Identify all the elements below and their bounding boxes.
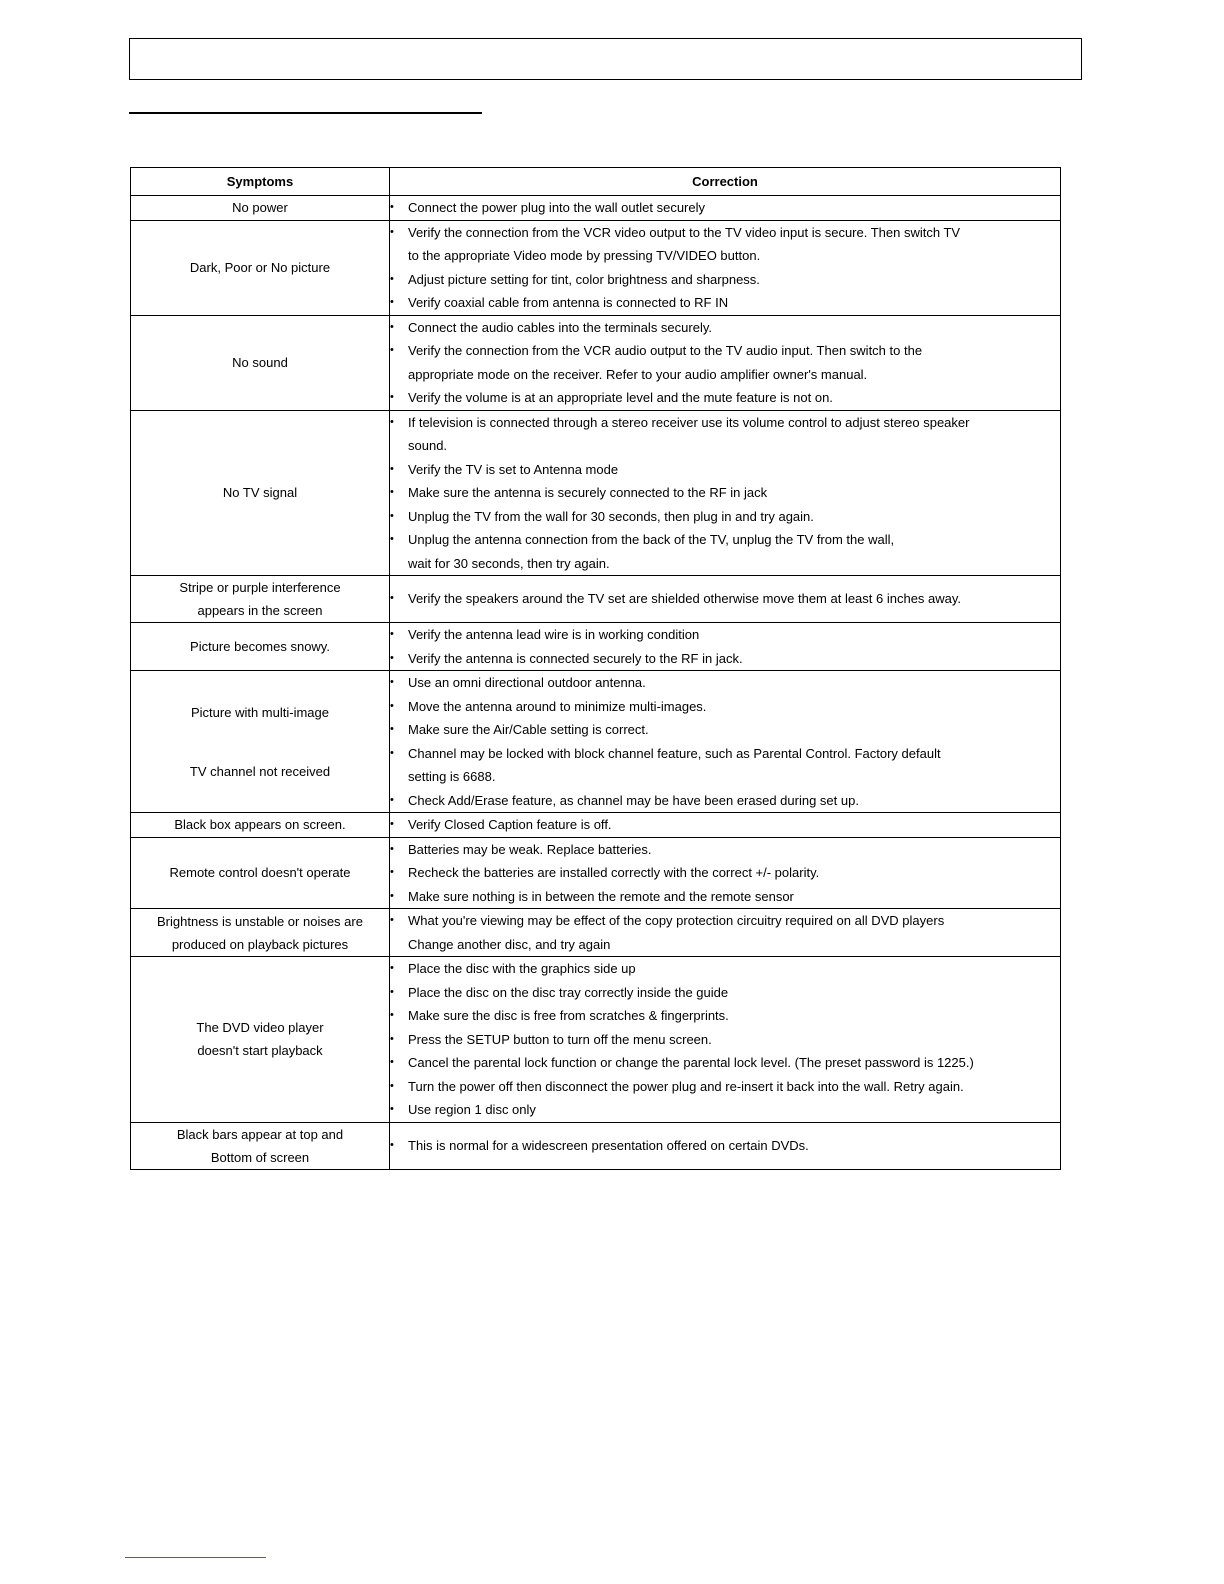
correction-cell	[390, 220, 1061, 315]
symptom-cell	[131, 837, 390, 909]
symptom-text	[131, 724, 389, 760]
correction-list	[390, 838, 1060, 909]
symptom-cell	[131, 1122, 390, 1169]
table-row	[131, 623, 1061, 671]
correction-cell	[390, 957, 1061, 1123]
symptom-cell	[131, 196, 390, 221]
symptom-text: produced on playback pictures	[171, 936, 349, 952]
correction-cell	[390, 837, 1061, 909]
correction-item: • Press the SETUP button to turn off the menu screen.	[390, 1028, 1060, 1052]
symptom-text: Bottom of screen	[210, 1149, 310, 1165]
symptom-cell	[131, 410, 390, 576]
correction-list	[390, 221, 1060, 315]
correction-item: • Make sure the antenna is securely connected to the RF in jack	[390, 481, 1060, 505]
symptom-text: No TV signal	[222, 485, 298, 501]
correction-list	[390, 196, 1060, 220]
correction-item: • What you're viewing may be effect of the copy protection circuitry required on all DVD players Change another disc, and try again	[390, 909, 1060, 956]
symptom-text: The DVD video player	[196, 1020, 324, 1036]
correction-item: • Place the disc on the disc tray correctly inside the guide	[390, 981, 1060, 1005]
correction-cell	[390, 909, 1061, 957]
correction-cell	[390, 671, 1061, 813]
correction-list	[390, 957, 1060, 1122]
symptom-cell	[131, 671, 390, 813]
correction-item: • Verify the volume is at an appropriate level and the mute feature is not on.	[390, 386, 1060, 410]
correction-item: • This is normal for a widescreen presentation offered on certain DVDs.	[390, 1134, 1060, 1158]
correction-item: • Verify the speakers around the TV set are shielded otherwise move them at least 6 inches away.	[390, 587, 1060, 611]
symptom-cell	[131, 813, 390, 838]
symptom-cell	[131, 576, 390, 623]
symptom-text: Dark, Poor or No picture	[189, 260, 331, 275]
table-row	[131, 909, 1061, 957]
page-header-box	[129, 38, 1082, 80]
correction-item: • Use region 1 disc only	[390, 1098, 1060, 1122]
symptom-text: Picture with multi-image	[191, 704, 329, 720]
symptom-cell	[131, 909, 390, 957]
symptoms-header: Symptoms	[131, 168, 390, 196]
correction-item: • Move the antenna around to minimize multi-images.	[390, 695, 1060, 719]
correction-item: • Cancel the parental lock function or change the parental lock level. (The preset password is 1225.)	[390, 1051, 1060, 1075]
symptom-cell	[131, 220, 390, 315]
symptom-text: Brightness is unstable or noises are	[157, 913, 363, 929]
table-row	[131, 671, 1061, 813]
symptom-text: TV channel not received	[189, 763, 331, 779]
table-body	[131, 196, 1061, 1170]
symptom-text: Picture becomes snowy.	[190, 639, 330, 654]
correction-item: • Connect the audio cables into the terminals securely.	[390, 316, 1060, 340]
symptom-text: Black box appears on screen.	[174, 817, 346, 833]
correction-cell	[390, 623, 1061, 671]
table-row	[131, 813, 1061, 838]
correction-item: • Use an omni directional outdoor antenna.	[390, 671, 1060, 695]
symptom-cell	[131, 623, 390, 671]
correction-item: • Connect the power plug into the wall outlet securely	[390, 196, 1060, 220]
correction-item: • Make sure nothing is in between the remote and the remote sensor	[390, 885, 1060, 909]
symptom-text: Remote control doesn't operate	[169, 865, 351, 881]
table-row	[131, 196, 1061, 221]
table-row	[131, 957, 1061, 1123]
correction-item: • Verify coaxial cable from antenna is connected to RF IN	[390, 291, 1060, 315]
correction-item: • Check Add/Erase feature, as channel may be have been erased during set up.	[390, 789, 1060, 813]
symptom-text: doesn't start playback	[197, 1043, 323, 1059]
correction-cell	[390, 410, 1061, 576]
correction-cell	[390, 813, 1061, 838]
correction-item: • Channel may be locked with block channel feature, such as Parental Control. Factory default setting is 6688.	[390, 742, 1060, 789]
symptom-text: No power	[232, 200, 288, 216]
correction-item: • Unplug the antenna connection from the back of the TV, unplug the TV from the wall, wait for 30 seconds, then try again.	[390, 528, 1060, 575]
correction-item: • Batteries may be weak. Replace batteries.	[390, 838, 1060, 862]
correction-cell	[390, 315, 1061, 410]
correction-item: • Make sure the disc is free from scratches & fingerprints.	[390, 1004, 1060, 1028]
troubleshooting-table	[130, 167, 1061, 1170]
symptom-text: appears in the screen	[197, 603, 323, 618]
correction-list	[390, 1134, 1060, 1158]
correction-item: • Turn the power off then disconnect the power plug and re-insert it back into the wall. Retry again.	[390, 1075, 1060, 1099]
correction-list	[390, 411, 1060, 576]
table-row	[131, 220, 1061, 315]
correction-item: • Recheck the batteries are installed correctly with the correct +/- polarity.	[390, 861, 1060, 885]
table-row	[131, 837, 1061, 909]
correction-item: • Unplug the TV from the wall for 30 seconds, then plug in and try again.	[390, 505, 1060, 529]
correction-item: • Verify Closed Caption feature is off.	[390, 813, 1060, 837]
correction-list	[390, 587, 1060, 611]
correction-item: • Verify the connection from the VCR audio output to the TV audio input. Then switch to the appropriate mode on the receiver. Refer to your audio amplifier owner's manual.	[390, 339, 1060, 386]
symptom-text: Stripe or purple interference	[179, 580, 341, 595]
symptom-cell	[131, 957, 390, 1123]
symptom-cell	[131, 315, 390, 410]
table-row	[131, 315, 1061, 410]
table-row	[131, 576, 1061, 623]
correction-header: Correction	[390, 168, 1061, 196]
correction-cell	[390, 196, 1061, 221]
correction-item: • Make sure the Air/Cable setting is correct.	[390, 718, 1060, 742]
correction-list	[390, 813, 1060, 837]
table-row	[131, 1122, 1061, 1169]
correction-item: • Verify the connection from the VCR video output to the TV video input is secure. Then switch TV to the appropriate Video mode by pressing TV/VIDEO button.	[390, 221, 1060, 268]
symptom-text: No sound	[232, 355, 288, 370]
correction-cell	[390, 1122, 1061, 1169]
correction-list	[390, 909, 1060, 956]
correction-item: • Verify the antenna is connected securely to the RF in jack.	[390, 647, 1060, 671]
correction-item: • Place the disc with the graphics side up	[390, 957, 1060, 981]
correction-item: • Verify the antenna lead wire is in working condition	[390, 623, 1060, 647]
correction-item: • Verify the TV is set to Antenna mode	[390, 458, 1060, 482]
correction-cell	[390, 576, 1061, 623]
section-title-rule	[129, 112, 482, 114]
correction-list	[390, 623, 1060, 670]
table-row	[131, 410, 1061, 576]
correction-list	[390, 316, 1060, 410]
footer-link-rule	[125, 1557, 266, 1558]
table-header-row	[131, 168, 1061, 196]
correction-item: • If television is connected through a stereo receiver use its volume control to adjust stereo speaker sound.	[390, 411, 1060, 458]
symptom-text: Black bars appear at top and	[176, 1126, 344, 1142]
correction-list	[390, 671, 1060, 812]
correction-item: • Adjust picture setting for tint, color brightness and sharpness.	[390, 268, 1060, 292]
